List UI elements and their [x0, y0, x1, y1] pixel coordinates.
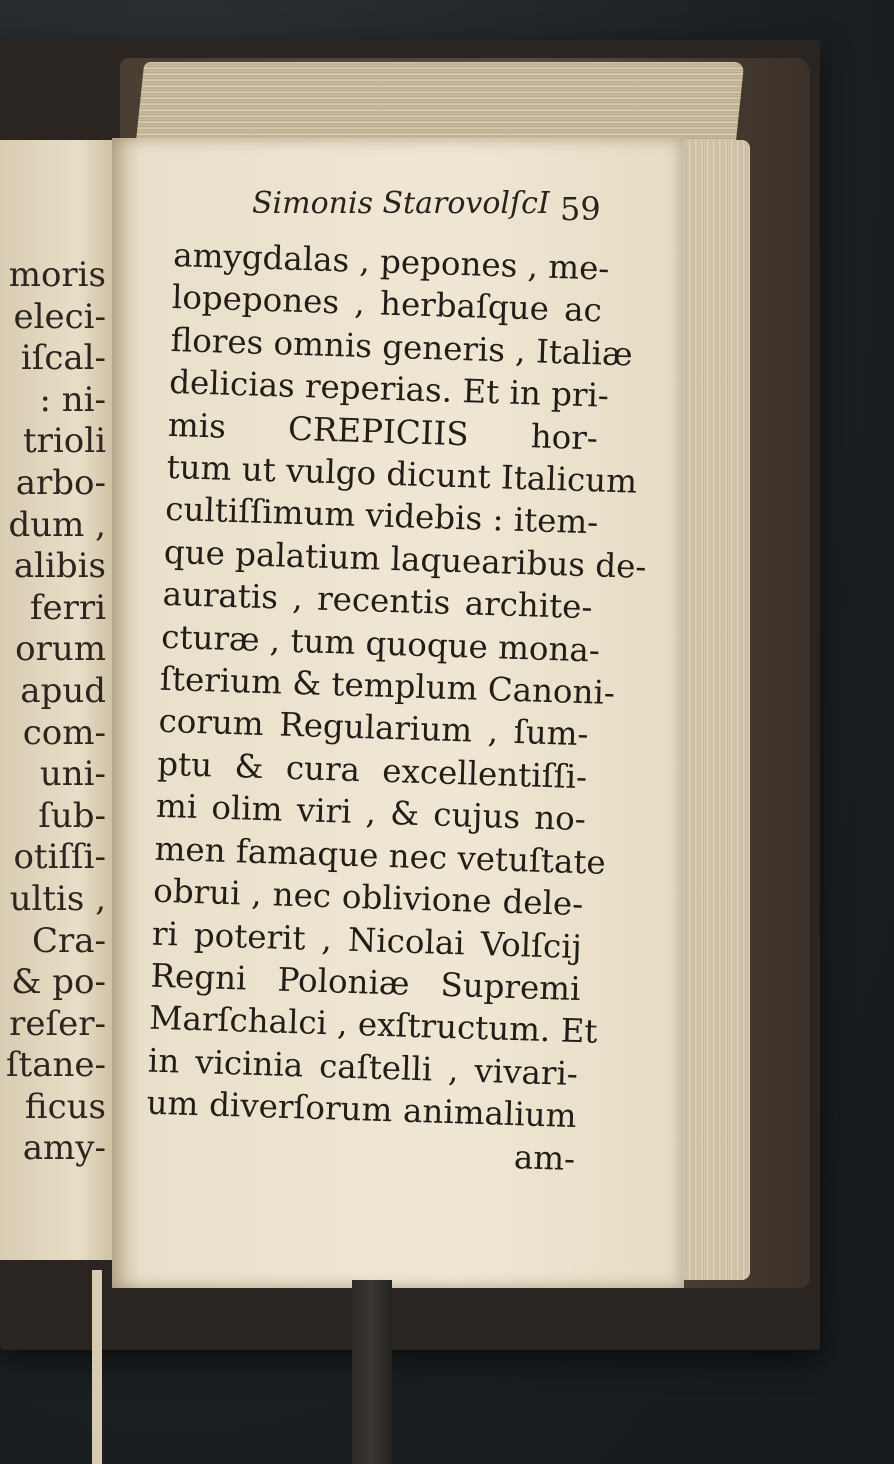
- text-line: mis CREPICIIS hor-: [167, 405, 599, 458]
- right-page: [112, 138, 684, 1288]
- text-line: ſterium & templum Canoni-: [159, 659, 616, 713]
- page-body: [145, 234, 647, 1180]
- left-line: alibis: [13, 546, 106, 587]
- text-line: ri poterit , Nicolai Volſcij: [151, 914, 583, 966]
- running-head: Simonis StarovolſcI: [252, 186, 550, 221]
- text-line: amygdalas , pepones , me-: [172, 235, 610, 288]
- page-fold: [92, 1270, 102, 1464]
- left-line: ſtane-: [5, 1045, 106, 1086]
- page-edges-top: [136, 62, 745, 144]
- left-line: apud: [20, 670, 106, 711]
- left-line: ſub-: [38, 795, 106, 836]
- text-line: in vicinia caſtelli , vivari-: [147, 1041, 579, 1093]
- text-line: lopepones , herbaſque ac: [171, 278, 603, 330]
- text-line: Regni Poloniæ Supremi: [150, 956, 582, 1009]
- left-line: amy-: [22, 1128, 106, 1169]
- left-line: ficus: [24, 1086, 106, 1127]
- left-line: iſcal-: [20, 338, 106, 379]
- left-line: uni-: [39, 754, 106, 795]
- catchword: am-: [513, 1137, 576, 1178]
- text-line: flores omnis generis , Italiæ: [170, 320, 634, 374]
- text-line: ptu & cura excellentiſſi-: [156, 744, 588, 797]
- text-line: mi olim viri , & cujus no-: [155, 787, 587, 839]
- left-line: : ni-: [39, 379, 106, 420]
- left-line: com-: [22, 712, 106, 753]
- left-line: Cra-: [31, 920, 106, 961]
- left-line: eleci-: [13, 296, 106, 337]
- left-line: orum: [15, 629, 106, 670]
- text-line: Marſchalci , exſtructum. Et: [148, 998, 599, 1051]
- left-line: moris: [8, 255, 106, 295]
- left-line: reſer-: [9, 1003, 106, 1044]
- left-page-text: [6, 255, 106, 1170]
- text-line: tum ut vulgo dicunt Italicum: [166, 447, 638, 501]
- left-line: dum ,: [8, 504, 106, 545]
- text-line: cultiſſimum videbis : item-: [164, 490, 599, 542]
- text-line: que palatium laquearibus de-: [163, 532, 647, 586]
- left-page: [0, 140, 112, 1260]
- left-line: ferri: [29, 587, 106, 628]
- text-line: obrui , nec oblivione dele-: [152, 871, 584, 924]
- left-line: otiſſi-: [13, 837, 106, 878]
- page-edges-side: [680, 140, 750, 1280]
- text-line: corum Regularium , ſum-: [158, 702, 590, 754]
- text-line: cturæ , tum quoque mona-: [160, 617, 601, 670]
- left-line: arbo-: [15, 462, 106, 503]
- left-line: & po-: [11, 962, 106, 1003]
- left-line: ultis ,: [9, 878, 106, 919]
- text-line: auratis , recentis archite-: [162, 575, 594, 627]
- left-line: trioli: [22, 421, 106, 462]
- text-line: um diverſorum animalium: [146, 1083, 578, 1136]
- bookmark-ribbon: [352, 1280, 392, 1464]
- text-line: men famaque nec vetuſtate: [154, 829, 607, 882]
- text-line: delicias reperias. Et in pri-: [168, 363, 610, 415]
- page-number: 59: [560, 190, 601, 228]
